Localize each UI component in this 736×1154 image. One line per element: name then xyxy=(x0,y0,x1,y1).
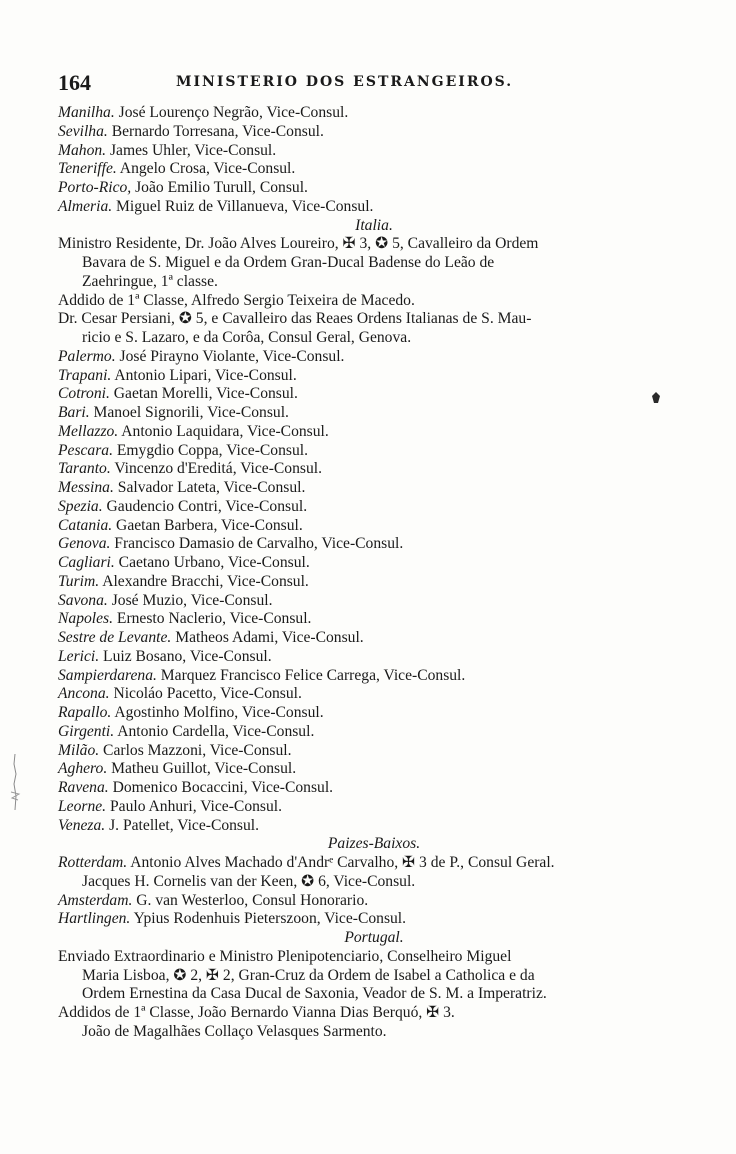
entry-text: Bernardo Torresana, Vice-Consul. xyxy=(107,122,324,140)
entry-line xyxy=(58,742,690,761)
entry-text: Gaetan Barbera, Vice-Consul. xyxy=(112,516,303,534)
place-name: Rotterdam. xyxy=(58,854,128,871)
entry-text: Manoel Signorili, Vice-Consul. xyxy=(89,404,289,421)
place-name: Almeria. xyxy=(58,197,113,215)
keen-line: Jacques H. Cornelis van der Keen, ✪ 6, Vice-Consul. xyxy=(82,872,416,890)
entry-line xyxy=(58,817,690,836)
entry-text: Miguel Ruiz de Villanueva, Vice-Consul. xyxy=(112,197,374,215)
minister-line-1: Ministro Residente, Dr. João Alves Loureiro, ✠ 3, ✪ 5, Cavalleiro da Ordem xyxy=(58,235,539,253)
place-name: Pescara. xyxy=(58,441,113,459)
place-name: Messina. xyxy=(58,479,114,496)
place-name: Taranto. xyxy=(58,460,111,478)
entry-line xyxy=(58,367,690,386)
entry-line xyxy=(58,610,690,629)
entry-text: Gaudencio Contri, Vice-Consul. xyxy=(102,497,308,515)
entry-text: Nicoláo Pacetto, Vice-Consul. xyxy=(109,685,302,703)
place-name: Sevilha. xyxy=(58,122,108,140)
entry-line xyxy=(58,123,690,142)
entry-line xyxy=(58,554,690,573)
entry-text: Emygdio Coppa, Vice-Consul. xyxy=(113,441,308,459)
entry-line xyxy=(58,442,690,461)
entry-text: Carlos Mazzoni, Vice-Consul. xyxy=(99,741,292,759)
entry-text: James Uhler, Vice-Consul. xyxy=(106,141,277,159)
place-name: Mahon. xyxy=(58,141,107,159)
entry-text: José Muzio, Vice-Consul. xyxy=(107,591,273,609)
persiani-line-2: ricio e S. Lazaro, e da Corôa, Consul Geral, Genova. xyxy=(82,329,412,346)
place-name: Ancona. xyxy=(58,685,110,703)
place-name: Rapallo. xyxy=(58,704,112,721)
place-name: Catania. xyxy=(58,516,113,534)
entry-line xyxy=(58,517,690,536)
place-name: Trapani. xyxy=(58,366,112,384)
envoy-line-1: Enviado Extraordinario e Ministro Plenipotenciario, Conselheiro Miguel xyxy=(58,947,512,965)
entry-text: Antonio Cardella, Vice-Consul. xyxy=(114,722,315,740)
entry-line xyxy=(58,460,690,479)
entry-line xyxy=(58,179,690,198)
body-text xyxy=(58,104,690,1042)
entry-text: Domenico Bocaccini, Vice-Consul. xyxy=(108,779,334,796)
entry-text: Paulo Anhuri, Vice-Consul. xyxy=(106,797,283,815)
entry-line xyxy=(58,535,690,554)
entry-line xyxy=(58,629,690,648)
running-title: MINISTERIO DOS ESTRANGEIROS. xyxy=(176,74,514,90)
entry-line xyxy=(58,779,690,798)
entry-text: José Pirayno Violante, Vice-Consul. xyxy=(115,347,345,365)
place-name: Ravena. xyxy=(58,779,109,796)
entry-text: Antonio Laquidara, Vice-Consul. xyxy=(118,422,329,440)
entry-text: G. van Westerloo, Consul Honorario. xyxy=(132,891,369,909)
last-line: João de Magalhães Collaço Velasques Sarmento. xyxy=(82,1022,387,1040)
envoy-line-2: Maria Lisboa, ✪ 2, ✠ 2, Gran-Cruz da Ordem de Isabel a Catholica e da xyxy=(82,966,535,984)
entry-text: J. Patellet, Vice-Consul. xyxy=(105,816,260,834)
section-heading-italia: Italia. xyxy=(355,216,393,234)
place-name: Hartlingen. xyxy=(58,910,131,928)
entry-text: Salvador Lateta, Vice-Consul. xyxy=(113,479,306,496)
place-name: Sestre de Levante. xyxy=(58,629,172,646)
page-number: 164 xyxy=(58,70,91,95)
place-name: Girgenti. xyxy=(58,722,115,740)
page-header xyxy=(58,70,688,96)
place-name: Leorne. xyxy=(58,797,107,815)
minister-line-3: Zaehringue, 1ª classe. xyxy=(82,272,218,290)
envoy-line-3: Ordem Ernestina da Casa Ducal de Saxonia, Veador de S. M. a Imperatriz. xyxy=(82,985,547,1003)
entry-text: Antonio Lipari, Vice-Consul. xyxy=(111,366,297,384)
entry-line xyxy=(58,648,690,667)
entry-line xyxy=(58,592,690,611)
entry-line xyxy=(58,854,690,873)
entry-line xyxy=(58,423,690,442)
ink-spot-mark xyxy=(650,390,662,404)
entry-line xyxy=(58,704,690,723)
entry-text: Ypius Rodenhuis Pieterszoon, Vice-Consul. xyxy=(130,910,407,928)
place-name: Aghero. xyxy=(58,760,108,778)
place-name: Manilha. xyxy=(58,104,115,121)
entry-line xyxy=(58,479,690,498)
place-name: Lerici. xyxy=(58,647,100,665)
entry-text: Caetano Urbano, Vice-Consul. xyxy=(114,554,310,571)
entry-line xyxy=(58,892,690,911)
persiani-line-1: Dr. Cesar Persiani, ✪ 5, e Cavalleiro das Reaes Ordens Italianas de S. Mau- xyxy=(58,310,532,328)
entry-text: Vincenzo d'Ereditá, Vice-Consul. xyxy=(110,460,322,478)
entry-line xyxy=(58,667,690,686)
entry-line xyxy=(58,385,690,404)
entry-line xyxy=(58,348,690,367)
place-name: Palermo. xyxy=(58,347,116,365)
place-name: Milão. xyxy=(58,741,100,759)
entry-line xyxy=(58,142,690,161)
entry-line xyxy=(58,160,690,179)
place-name: Teneriffe. xyxy=(58,160,117,178)
entry-line xyxy=(58,498,690,517)
place-name: Cotroni. xyxy=(58,385,110,403)
place-name: Porto-Rico, xyxy=(58,179,132,196)
entry-text: Matheu Guillot, Vice-Consul. xyxy=(107,760,297,778)
entry-text: José Lourenço Negrão, Vice-Consul. xyxy=(114,104,349,121)
entry-line xyxy=(58,723,690,742)
entry-text: Matheos Adami, Vice-Consul. xyxy=(171,629,364,646)
entry-line xyxy=(58,798,690,817)
place-name: Genova. xyxy=(58,535,111,553)
entry-line xyxy=(58,760,690,779)
entry-text: Antonio Alves Machado d'Andrᵉ Carvalho, ✠ 3 de P., Consul Geral. xyxy=(127,854,555,871)
addidos-line: Addidos de 1ª Classe, João Bernardo Vianna Dias Berquó, ✠ 3. xyxy=(58,1004,455,1021)
place-name: Bari. xyxy=(58,404,90,421)
entry-text: Angelo Crosa, Vice-Consul. xyxy=(116,160,296,178)
entry-line xyxy=(58,404,690,423)
place-name: Spezia. xyxy=(58,497,103,515)
entry-text: Ernesto Naclerio, Vice-Consul. xyxy=(113,610,312,628)
minister-line-2: Bavara de S. Miguel e da Ordem Gran-Ducal Badense do Leão de xyxy=(82,254,495,271)
entry-text: Francisco Damasio de Carvalho, Vice-Consul. xyxy=(110,535,404,553)
entry-text: Marquez Francisco Felice Carrega, Vice-Consul. xyxy=(156,666,466,684)
place-name: Veneza. xyxy=(58,816,106,834)
place-name: Mellazzo. xyxy=(58,422,119,440)
addido-line: Addido de 1ª Classe, Alfredo Sergio Teixeira de Macedo. xyxy=(58,291,415,309)
entry-line xyxy=(58,685,690,704)
place-name: Amsterdam. xyxy=(58,891,133,909)
place-name: Napoles. xyxy=(58,610,114,628)
entry-text: Luiz Bosano, Vice-Consul. xyxy=(99,647,272,665)
place-name: Sampierdarena. xyxy=(58,666,157,684)
place-name: Savona. xyxy=(58,591,108,609)
place-name: Turim. xyxy=(58,572,100,590)
entry-text: João Emilio Turull, Consul. xyxy=(131,179,308,196)
entry-line xyxy=(58,573,690,592)
italia-consul-list xyxy=(58,348,690,836)
section-heading-portugal: Portugal. xyxy=(344,929,404,946)
entry-line xyxy=(58,198,690,217)
entry-text: Agostinho Molfino, Vice-Consul. xyxy=(111,704,324,721)
entry-line xyxy=(58,910,690,929)
entry-line xyxy=(58,104,690,123)
entry-text: Alexandre Bracchi, Vice-Consul. xyxy=(99,572,309,590)
place-name: Cagliari. xyxy=(58,554,115,571)
section-heading-paizes-baixos: Paizes-Baixos. xyxy=(327,835,421,853)
entry-text: Gaetan Morelli, Vice-Consul. xyxy=(109,385,298,403)
margin-scribble-mark xyxy=(8,752,22,812)
